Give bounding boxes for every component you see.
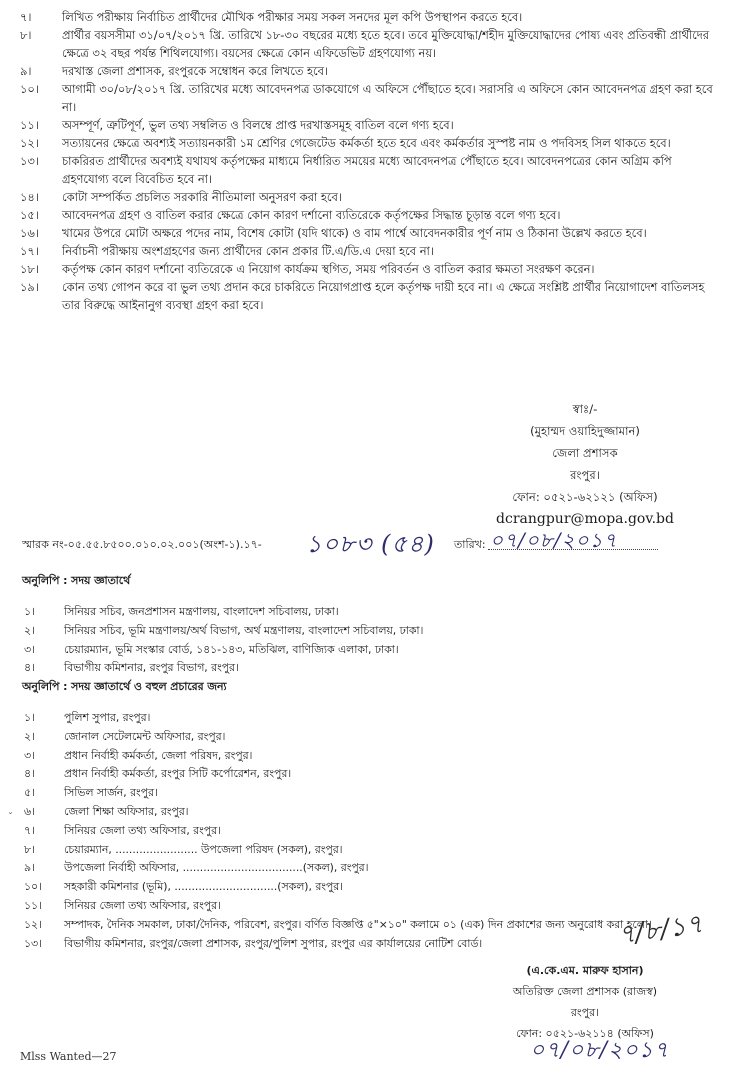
copy-recipient: ১২। সম্পাদক, দৈনিক সমকাল, ঢাকা/দৈনিক, পরিবেশ, রংপুর। বর্ণিত বিজ্ঞপ্তি ৫"×১০" কলামে ০১ (এক) দিন প্রকাশের জন্য অনুরোধ করা হলো। (24, 917, 652, 931)
memo-number-handwritten: ১০৮৩ (৫৪) (306, 530, 435, 558)
signatory-designation: জেলা প্রশাসক (552, 446, 618, 460)
copy-recipient: ৫। সিভিল সার্জন, রংপুর। (24, 786, 158, 800)
condition-item: ৮। প্রার্থীর বয়সসীমা ৩১/০৭/২০১৭ খ্রি. তারিখে ১৮-৩০ বছরের মধ্যে হতে হবে। তবে মুক্তিযোদ্ধা/শহীদ মুক্তিযোদ্ধাদের পোষ্য এবং প্রতিবন্ধী প্রার্থীদের ক্ষেত্রে ৩২ বছর পর্যন্ত শিথিলযোগ্য। বয়সের ক্ষেত্রে কোন এফিডেভিট গ্রহণযোগ্য নয়। (20, 28, 709, 60)
signatory-designation: অতিরিক্ত জেলা প্রশাসক (রাজস্ব) (512, 985, 658, 998)
signatory-phone: ফোন: ০৫২১-৬২১২১ (অফিস) (512, 490, 658, 504)
signatory-name: (মুহাম্মদ ওয়াহিদুজ্জামান) (530, 424, 640, 438)
signatory-email: dcrangpur@mopa.gov.bd (496, 511, 674, 527)
copy-heading: অনুলিপি : সদয় জ্ঞাতার্থে ও বহুল প্রচারের জন্য (22, 680, 227, 693)
copy-recipient: ১৩। বিভাগীয় কমিশনার, রংপুর/জেলা প্রশাসক, রংপুর/পুলিশ সুপার, রংপুর এর কার্যালয়ের নোটিশ বোর্ড। (24, 936, 483, 950)
condition-item: ১৬। খামের উপরে মোটা অক্ষরে পদের নাম, বিশেষ কোটা (যদি থাকে) ও বাম পার্শ্বে আবেদনকারীর পূর্ণ নাম ও ঠিকানা উল্লেখ করতে হবে। (20, 226, 647, 240)
condition-item: ১৭। নির্বাচনী পরীক্ষায় অংশগ্রহণের জন্য প্রার্থীদের কোন প্রকার টি.এ/ডি.এ দেয়া হবে না। (20, 244, 434, 258)
adc-signature-block (460, 909, 710, 1063)
condition-item: ১৯। কোন তথ্য গোপন করে বা ভুল তথ্য প্রদান করে চাকরিতে নিয়োগপ্রাপ্ত হলে কর্তৃপক্ষ দায়ী হবে না। এ ক্ষেত্রে সংশ্লিষ্ট প্রার্থীর নিয়োগাদেশ বাতিলসহ তার বিরুদ্ধে আইনানুগ ব্যবস্থা গ্রহণ করা হবে। (20, 280, 705, 312)
condition-item: ৯। দরখাস্ত জেলা প্রশাসক, রংপুরকে সম্বোধন করে লিখতে হবে। (20, 64, 328, 78)
memo-reference-line (22, 526, 712, 560)
copy-recipient: ৭। সিনিয়র জেলা তথ্য অফিসার, রংপুর। (24, 823, 221, 837)
hand-tick-mark: ˇ (8, 812, 13, 823)
date-handwritten: ০৭/০৮/২০১৭ (490, 528, 618, 552)
condition-item: ১৮। কর্তৃপক্ষ কোন কারণ দর্শানো ব্যতিরেকে এ নিয়োগ কার্যক্রম স্থগিত, সময় পরিবর্তন ও বাতিল করার ক্ষমতা সংরক্ষণ করেন। (20, 262, 595, 276)
signatory-district: রংপুর। (570, 1006, 600, 1019)
page-footer: Mlss Wanted—27 (20, 1050, 117, 1063)
copy-heading: অনুলিপি : সদয় জ্ঞাতার্থে (22, 574, 131, 587)
condition-item: ১৪। কোটা সম্পর্কিত প্রচলিত সরকারি নীতিমালা অনুসরণ করা হবে। (20, 190, 342, 204)
signed-mark: স্বাঃ/- (572, 402, 598, 416)
copy-recipient: ৪। বিভাগীয় কমিশনার, রংপুর বিভাগ, রংপুর। (24, 661, 239, 675)
copy-for-information (22, 572, 712, 678)
copy-recipient: ৯। উপজেলা নির্বাহী অফিসার, ...................................(সকল), রংপুর। (24, 861, 369, 875)
copy-recipient: ২। সিনিয়র সচিব, ভূমি মন্ত্রণালয়/অর্থ বিভাগ, অর্থ মন্ত্রণালয়, বাংলাদেশ সচিবালয়, ঢাকা। (24, 623, 424, 637)
condition-item: ১৫। আবেদনপত্র গ্রহণ ও বাতিল করার ক্ষেত্রে কোন কারণ দর্শানো ব্যতিরেকে কর্তৃপক্ষের সিদ্ধান্ত চূড়ান্ত বলে গণ্য হবে। (20, 208, 561, 222)
signatory-phone: ফোন: ০৫২১-৬২১১৪ (অফিস) (516, 1027, 654, 1040)
copy-recipient: ২। জোনাল সেটেলমেন্ট অফিসার, রংপুর। (24, 729, 226, 743)
copy-recipient: ৩। প্রধান নির্বাহী কর্মকর্তা, জেলা পরিষদ, রংপুর। (24, 748, 253, 762)
condition-item: ৭। লিখিত পরীক্ষায় নির্বাচিত প্রার্থীদের মৌখিক পরীক্ষার সময় সকল সনদের মূল কপি উপস্থাপন করতে হবে। (20, 10, 523, 24)
date-label: তারিখ: (454, 538, 486, 551)
handwritten-date: ০৭/০৮/২০১৭ (530, 1038, 670, 1063)
condition-item: ১৩। চাকরিরত প্রার্থীদের অবশ্যই যথাযথ কর্তৃপক্ষের মাধ্যমে নির্ধারিত সময়ের মধ্যে আবেদনপত্র পৌঁছাতে হবে। আবেদনপত্রের কোন অগ্রিম কপি গ্রহণযোগ্য বলে বিবেচিত হবে না। (20, 154, 672, 186)
dc-signature-block (470, 398, 700, 530)
condition-item: ১২। সত্যায়নের ক্ষেত্রে অবশ্যই সত্যায়নকারী ১ম শ্রেণির গেজেটেড কর্মকর্তা হতে হবে এবং কর্মকর্তার সুস্পষ্ট নাম ও পদবিসহ সিল থাকতে হবে। (20, 136, 671, 150)
copy-recipient: ৬। জেলা শিক্ষা অফিসার, রংপুর। (24, 804, 189, 818)
copy-recipient: ৪। প্রধান নির্বাহী কর্মকর্তা, রংপুর সিটি কর্পোরেশন, রংপুর। (24, 767, 292, 781)
handwritten-signature: ৭/৮/১৭ (616, 909, 705, 951)
signatory-name: (এ.কে.এম. মারুফ হাসান) (526, 964, 644, 977)
copy-recipient: ৮। চেয়ারম্যান, ........................ উপজেলা পরিষদ (সকল), রংপুর। (24, 842, 343, 856)
copy-recipient: ১। পুলিশ সুপার, রংপুর। (24, 711, 151, 724)
signatory-district: রংপুর। (570, 468, 600, 482)
copy-recipient: ১১। সিনিয়র জেলা তথ্য অফিসার, রংপুর। (24, 898, 221, 912)
memo-number: স্মারক নং-০৫.৫৫.৮৫০০.০১০.০২.০০১(অংশ-১).১৭- (22, 538, 262, 551)
condition-item: ১০। আগামী ৩০/০৮/২০১৭ খ্রি. তারিখের মধ্যে আবেদনপত্র ডাকযোগে এ অফিসে পৌঁছাতে হবে। সরাসরি এ অফিসে কোন আবেদনপত্র গ্রহণ করা হবে না। (20, 82, 713, 114)
condition-item: ১১। অসম্পূর্ণ, ত্রুটিপূর্ণ, ভুল তথ্য সম্বলিত ও বিলম্বে প্রাপ্ত দরখাস্তসমূহ বাতিল বলে গণ্য হবে। (20, 118, 454, 132)
copy-recipient: ১০। সহকারী কমিশনার (ভূমি), ..............................(সকল), রংপুর। (24, 880, 344, 894)
copy-recipient: ১। সিনিয়র সচিব, জনপ্রশাসন মন্ত্রণালয়, বাংলাদেশ সচিবালয়, ঢাকা। (24, 605, 339, 618)
copy-for-publicity (22, 678, 712, 953)
copy-recipient: ৩। চেয়ারম্যান, ভূমি সংস্কার বোর্ড, ১৪১-১৪৩, মতিঝিল, বাণিজ্যিক এলাকা, ঢাকা। (24, 642, 399, 656)
conditions-list (18, 8, 718, 314)
